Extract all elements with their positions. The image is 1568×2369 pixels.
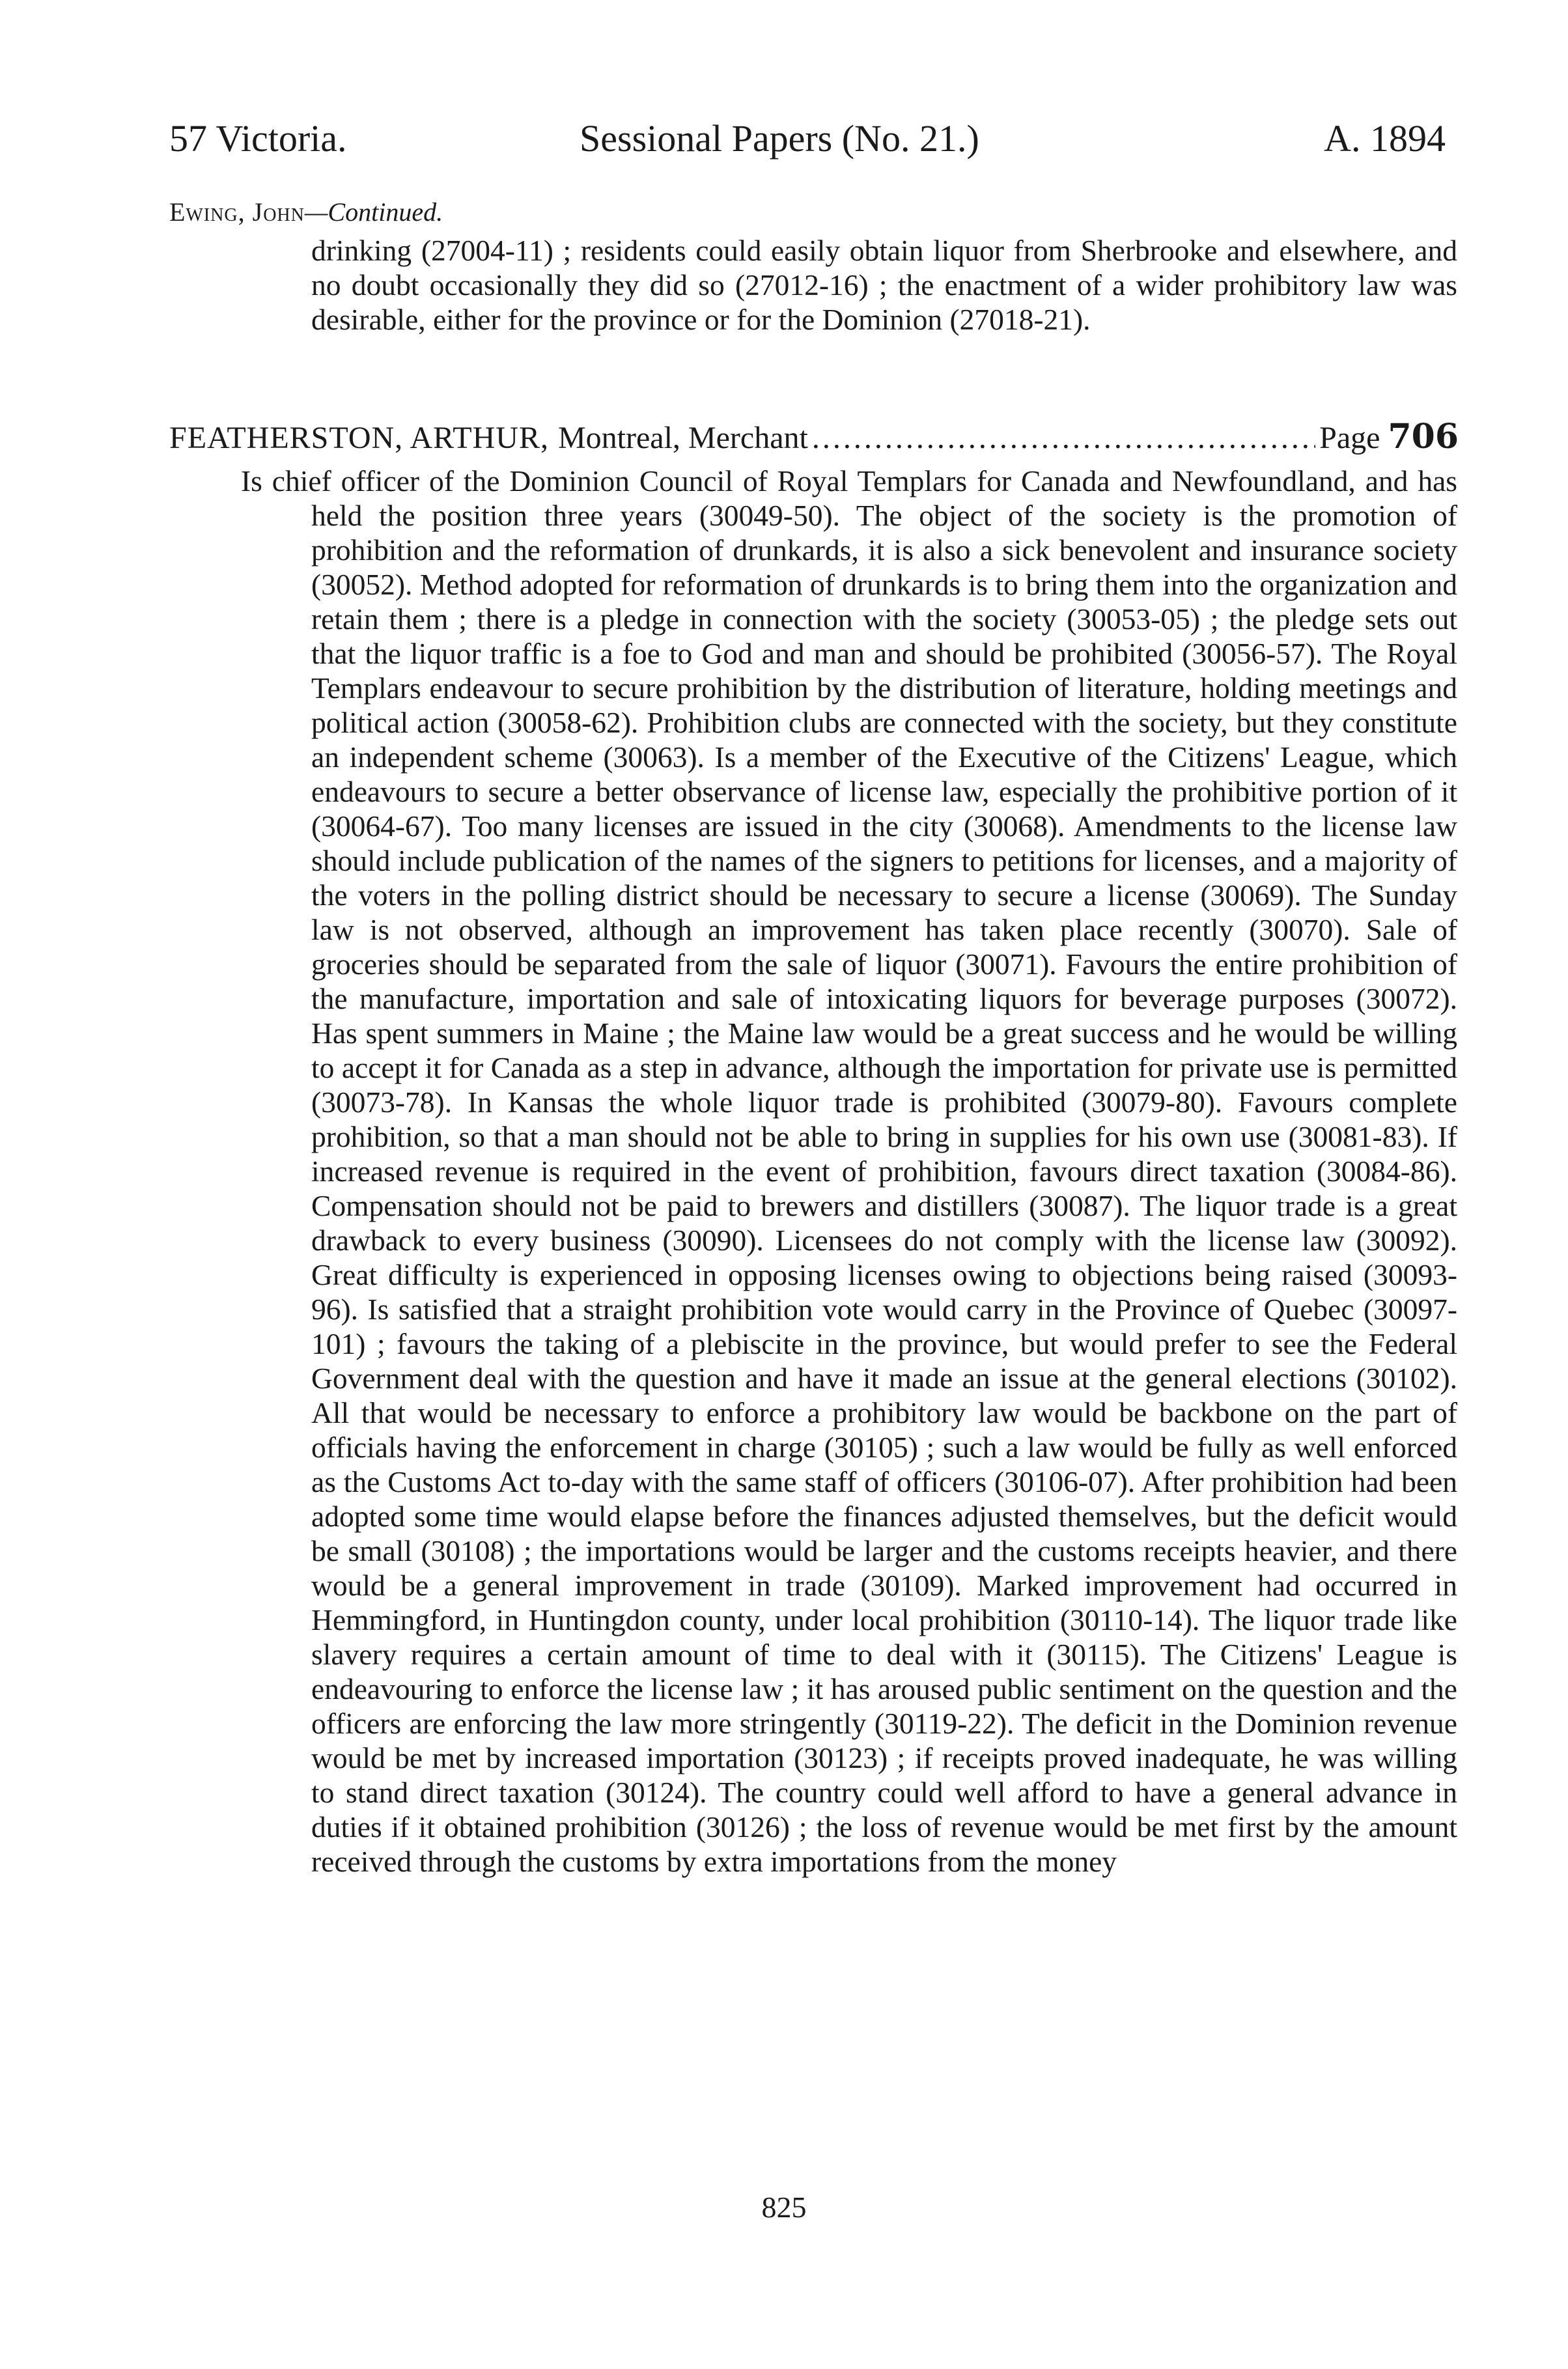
entry-heading [169, 417, 1459, 458]
dot-leader [812, 418, 1315, 458]
entry-paragraph: Is chief officer of the Dominion Council of Royal Templars for Canada and Newfoundland, and has held the position three years (30049-50). The object of the society is the promotion of prohibition and the reformation of drunkards, it is also a sick benevolent and insurance society (30052). Method adopted for reformation of drunkards is to bring them into the organization and retain them ; there is a pledge in connection with the society (30053-05) ; the pledge sets out that the liquor traffic is a foe to God and man and should be prohibited (30056-57). The Royal Templars endeavour to secure prohibition by the distribution of literature, holding meetings and political action (30058-62). Prohibition clubs are connected with the society, but they constitute an independent scheme (30063). Is a member of the Executive of the Citizens' League, which endeavours to secure a better observance of license law, especially the prohibitive portion of it (30064-67). Too many licenses are issued in the city (30068). Amendments to the license law should include publication of the names of the signers to petitions for licenses, and a majority of the voters in the polling district should be necessary to secure a license (30069). The Sunday law is not observed, although an improvement has taken place recently (30070). Sale of groceries should be separated from the sale of liquor (30071). Favours the entire prohibition of the manufacture, importation and sale of intoxicating liquors for beverage purposes (30072). Has spent summers in Maine ; the Maine law would be a great success and he would be willing to accept it for Canada as a step in advance, although the importation for private use is permitted (30073-78). In Kansas the whole liquor trade is prohibited (30079-80). Favours complete prohibition, so that a man should not be able to bring in supplies for his own use (30081-83). If increased revenue is required in the event of prohibition, favours direct taxation (30084-86). Compensation should not be paid to brewers and distillers (30087). The liquor trade is a great drawback to every business (30090). Licensees do not comply with the license law (30092). Great difficulty is experienced in opposing licenses owing to objections being raised (30093-96). Is satisfied that a straight prohibition vote would carry in the Province of Quebec (30097-101) ; favours the taking of a plebiscite in the province, but would prefer to see the Federal Government deal with the question and have it made an issue at the general elections (30102). All that would be necessary to enforce a prohibitory law would be backbone on the part of officials having the enforcement in charge (30105) ; such a law would be fully as well enforced as the Customs Act to-day with the same staff of officers (30106-07). After prohibition had been adopted some time would elapse before the finances adjusted themselves, but the deficit would be small (30108) ; the importations would be larger and the customs receipts heavier, and there would be a general improvement in trade (30109). Marked improvement had occurred in Hemmingford, in Huntingdon county, under local prohibition (30110-14). The liquor trade like slavery requires a certain amount of time to deal with it (30115). The Citizens' League is endeavouring to enforce the license law ; it has aroused public sentiment on the question and the officers are enforcing the law more stringently (30119-22). The deficit in the Dominion revenue would be met by increased importation (30123) ; if receipts proved inadequate, he was willing to stand direct taxation (30124). The country could well afford to have a general advance in duties if it obtained prohibition (30126) ; the loss of revenue would be met first by the amount received through the customs by extra importations from the money [241, 464, 1457, 1878]
header-year: A. 1894 [1324, 117, 1446, 160]
entry-page-number: 706 [1388, 417, 1459, 456]
page-number: 825 [761, 2191, 807, 2224]
continued-label: —Continued. [304, 197, 443, 227]
header-session: 57 Victoria. [169, 117, 347, 160]
page-label: Page [1319, 421, 1380, 455]
header-title: Sessional Papers (No. 21.) [580, 117, 979, 160]
continued-entry-heading [169, 195, 443, 229]
entry-body [241, 464, 1457, 1879]
entry-name: FEATHERSTON, ARTHUR, [169, 421, 549, 455]
continued-entry-name: Ewing, John [169, 197, 305, 227]
running-header [169, 109, 1446, 168]
entry-description: Montreal, Merchant [557, 421, 808, 455]
continued-entry-text: drinking (27004-11) ; residents could easily obtain liquor from Sherbrooke and elsewhere, and no doubt occasionally they did so (27012-16) ; the enactment of a wider prohibitory law was desirable, either for the province or for the Dominion (27018-21). [311, 234, 1457, 336]
